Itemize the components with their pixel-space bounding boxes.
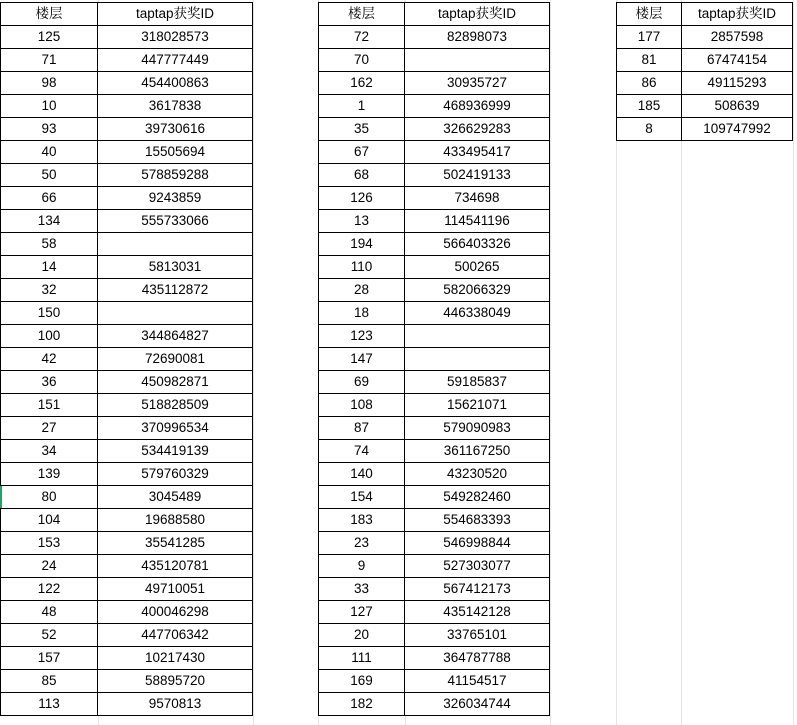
table-row — [1, 486, 253, 509]
id-cell[interactable]: 5813031 — [98, 256, 253, 279]
id-cell[interactable]: 2857598 — [682, 26, 793, 49]
sheet-table-1 — [0, 2, 253, 716]
id-cell[interactable]: 41154517 — [405, 670, 550, 693]
floor-cell[interactable]: 20 — [319, 624, 405, 647]
header-row — [1, 3, 253, 26]
floor-cell[interactable]: 42 — [1, 348, 98, 371]
id-cell[interactable]: 318028573 — [98, 26, 253, 49]
id-cell[interactable]: 82898073 — [405, 26, 550, 49]
floor-cell[interactable]: 1 — [319, 95, 405, 118]
header-cell-floor[interactable]: 楼层 — [1, 3, 98, 26]
floor-cell[interactable]: 81 — [617, 49, 682, 72]
id-cell[interactable]: 579090983 — [405, 417, 550, 440]
id-cell[interactable]: 468936999 — [405, 95, 550, 118]
id-cell[interactable]: 566403326 — [405, 233, 550, 256]
table-row — [1, 164, 253, 187]
floor-cell[interactable]: 110 — [319, 256, 405, 279]
floor-cell[interactable]: 134 — [1, 210, 98, 233]
id-cell[interactable]: 734698 — [405, 187, 550, 210]
table-row — [319, 647, 550, 670]
table-row — [319, 95, 550, 118]
floor-cell[interactable]: 111 — [319, 647, 405, 670]
table-row — [319, 26, 550, 49]
header-row — [319, 3, 550, 26]
table-row — [1, 26, 253, 49]
table-row — [1, 624, 253, 647]
id-cell[interactable]: 30935727 — [405, 72, 550, 95]
floor-cell[interactable]: 108 — [319, 394, 405, 417]
floor-cell[interactable]: 125 — [1, 26, 98, 49]
header-cell-floor[interactable]: 楼层 — [319, 3, 405, 26]
id-cell[interactable]: 9570813 — [98, 693, 253, 716]
floor-cell[interactable]: 69 — [319, 371, 405, 394]
floor-cell[interactable]: 157 — [1, 647, 98, 670]
id-cell[interactable]: 435112872 — [98, 279, 253, 302]
id-cell[interactable]: 3045489 — [98, 486, 253, 509]
id-cell[interactable]: 9243859 — [98, 187, 253, 210]
id-cell[interactable]: 579760329 — [98, 463, 253, 486]
table-row — [319, 49, 550, 72]
table-row — [319, 72, 550, 95]
header-cell-id[interactable]: taptap获奖ID — [405, 3, 550, 26]
table-row — [617, 49, 793, 72]
table-row — [1, 187, 253, 210]
id-cell[interactable] — [405, 348, 550, 371]
table-row — [319, 325, 550, 348]
table-row — [1, 647, 253, 670]
table-row — [1, 417, 253, 440]
id-cell[interactable]: 3617838 — [98, 95, 253, 118]
table-row — [319, 624, 550, 647]
id-cell[interactable]: 447777449 — [98, 49, 253, 72]
id-cell[interactable] — [98, 302, 253, 325]
table-row — [319, 256, 550, 279]
id-cell[interactable]: 49710051 — [98, 578, 253, 601]
table-row — [319, 693, 550, 716]
table-row — [1, 95, 253, 118]
table-row — [1, 325, 253, 348]
floor-cell[interactable]: 100 — [1, 325, 98, 348]
table-row — [1, 279, 253, 302]
id-cell[interactable]: 58895720 — [98, 670, 253, 693]
floor-cell[interactable]: 74 — [319, 440, 405, 463]
floor-cell[interactable]: 113 — [1, 693, 98, 716]
id-cell[interactable]: 546998844 — [405, 532, 550, 555]
floor-cell[interactable]: 151 — [1, 394, 98, 417]
table-row — [1, 693, 253, 716]
table-row — [1, 233, 253, 256]
floor-cell[interactable]: 150 — [1, 302, 98, 325]
table-row — [319, 555, 550, 578]
table-row — [319, 417, 550, 440]
table-row — [319, 440, 550, 463]
table-row — [319, 233, 550, 256]
table-row — [319, 279, 550, 302]
floor-cell[interactable]: 10 — [1, 95, 98, 118]
id-cell[interactable]: 43230520 — [405, 463, 550, 486]
floor-cell[interactable]: 98 — [1, 72, 98, 95]
floor-cell[interactable]: 18 — [319, 302, 405, 325]
id-cell[interactable]: 554683393 — [405, 509, 550, 532]
id-cell[interactable] — [405, 49, 550, 72]
table-row — [319, 118, 550, 141]
floor-cell[interactable]: 169 — [319, 670, 405, 693]
floor-cell[interactable]: 71 — [1, 49, 98, 72]
id-cell[interactable]: 582066329 — [405, 279, 550, 302]
table-row — [1, 141, 253, 164]
id-cell[interactable] — [405, 325, 550, 348]
sheet-table-3 — [616, 2, 793, 141]
floor-cell[interactable]: 147 — [319, 348, 405, 371]
id-cell[interactable]: 15621071 — [405, 394, 550, 417]
floor-cell[interactable]: 177 — [617, 26, 682, 49]
floor-cell[interactable]: 52 — [1, 624, 98, 647]
floor-cell[interactable]: 185 — [617, 95, 682, 118]
table-row — [319, 141, 550, 164]
floor-cell[interactable]: 48 — [1, 601, 98, 624]
floor-cell[interactable]: 126 — [319, 187, 405, 210]
table-row — [617, 118, 793, 141]
table-row — [319, 463, 550, 486]
floor-cell[interactable]: 14 — [1, 256, 98, 279]
floor-cell[interactable]: 24 — [1, 555, 98, 578]
floor-cell[interactable]: 68 — [319, 164, 405, 187]
floor-cell[interactable]: 40 — [1, 141, 98, 164]
table-row — [1, 509, 253, 532]
floor-cell[interactable]: 32 — [1, 279, 98, 302]
floor-cell[interactable]: 66 — [1, 187, 98, 210]
table-row — [319, 509, 550, 532]
id-cell[interactable]: 433495417 — [405, 141, 550, 164]
table-row — [1, 49, 253, 72]
floor-cell[interactable]: 127 — [319, 601, 405, 624]
id-cell[interactable]: 500265 — [405, 256, 550, 279]
table-row — [319, 394, 550, 417]
floor-cell[interactable]: 123 — [319, 325, 405, 348]
id-cell[interactable]: 72690081 — [98, 348, 253, 371]
id-cell[interactable]: 361167250 — [405, 440, 550, 463]
table-row — [1, 118, 253, 141]
floor-cell[interactable]: 9 — [319, 555, 405, 578]
table-row — [1, 72, 253, 95]
id-cell[interactable]: 446338049 — [405, 302, 550, 325]
floor-cell[interactable]: 85 — [1, 670, 98, 693]
id-cell[interactable]: 400046298 — [98, 601, 253, 624]
id-cell[interactable]: 435120781 — [98, 555, 253, 578]
id-cell[interactable]: 35541285 — [98, 532, 253, 555]
table-row — [1, 210, 253, 233]
id-cell[interactable]: 109747992 — [682, 118, 793, 141]
floor-cell[interactable]: 13 — [319, 210, 405, 233]
floor-cell[interactable]: 183 — [319, 509, 405, 532]
id-cell[interactable]: 435142128 — [405, 601, 550, 624]
table-row — [617, 72, 793, 95]
floor-cell[interactable]: 58 — [1, 233, 98, 256]
floor-cell[interactable]: 162 — [319, 72, 405, 95]
id-cell[interactable]: 508639 — [682, 95, 793, 118]
floor-cell[interactable]: 70 — [319, 49, 405, 72]
floor-cell[interactable]: 153 — [1, 532, 98, 555]
sheet-table-2 — [318, 2, 550, 716]
table-row — [617, 26, 793, 49]
floor-cell[interactable]: 33 — [319, 578, 405, 601]
row-selection-marker — [0, 486, 2, 508]
table-row — [319, 532, 550, 555]
table-row — [319, 486, 550, 509]
floor-cell[interactable]: 182 — [319, 693, 405, 716]
id-cell[interactable]: 326629283 — [405, 118, 550, 141]
table-row — [1, 302, 253, 325]
table-row — [319, 348, 550, 371]
table-row — [1, 670, 253, 693]
id-cell[interactable]: 567412173 — [405, 578, 550, 601]
id-cell[interactable]: 534419139 — [98, 440, 253, 463]
table-row — [319, 302, 550, 325]
table-row — [1, 348, 253, 371]
floor-cell[interactable]: 87 — [319, 417, 405, 440]
floor-cell[interactable]: 140 — [319, 463, 405, 486]
table-row — [1, 463, 253, 486]
id-cell[interactable]: 578859288 — [98, 164, 253, 187]
floor-cell[interactable]: 122 — [1, 578, 98, 601]
id-cell[interactable]: 549282460 — [405, 486, 550, 509]
floor-cell[interactable]: 34 — [1, 440, 98, 463]
id-cell[interactable] — [98, 233, 253, 256]
id-cell[interactable]: 364787788 — [405, 647, 550, 670]
table-row — [319, 210, 550, 233]
id-cell[interactable]: 15505694 — [98, 141, 253, 164]
id-cell[interactable]: 370996534 — [98, 417, 253, 440]
table-row — [1, 440, 253, 463]
floor-cell[interactable]: 104 — [1, 509, 98, 532]
id-cell[interactable]: 326034744 — [405, 693, 550, 716]
floor-cell[interactable]: 67 — [319, 141, 405, 164]
floor-cell[interactable]: 93 — [1, 118, 98, 141]
table-row — [1, 394, 253, 417]
id-cell[interactable]: 527303077 — [405, 555, 550, 578]
floor-cell[interactable]: 80 — [1, 486, 98, 509]
id-cell[interactable]: 555733066 — [98, 210, 253, 233]
id-cell[interactable]: 450982871 — [98, 371, 253, 394]
id-cell[interactable]: 39730616 — [98, 118, 253, 141]
floor-cell[interactable]: 36 — [1, 371, 98, 394]
table-row — [319, 578, 550, 601]
id-cell[interactable]: 10217430 — [98, 647, 253, 670]
id-cell[interactable]: 33765101 — [405, 624, 550, 647]
id-cell[interactable]: 19688580 — [98, 509, 253, 532]
id-cell[interactable]: 502419133 — [405, 164, 550, 187]
floor-cell[interactable]: 50 — [1, 164, 98, 187]
floor-cell[interactable]: 8 — [617, 118, 682, 141]
table-row — [1, 601, 253, 624]
floor-cell[interactable]: 154 — [319, 486, 405, 509]
id-cell[interactable]: 447706342 — [98, 624, 253, 647]
floor-cell[interactable]: 86 — [617, 72, 682, 95]
id-cell[interactable]: 454400863 — [98, 72, 253, 95]
floor-cell[interactable]: 35 — [319, 118, 405, 141]
table-row — [319, 187, 550, 210]
table-row — [1, 256, 253, 279]
table-row — [319, 371, 550, 394]
header-cell-id[interactable]: taptap获奖ID — [98, 3, 253, 26]
table-row — [1, 371, 253, 394]
table-row — [1, 532, 253, 555]
table-row — [1, 578, 253, 601]
floor-cell[interactable]: 72 — [319, 26, 405, 49]
header-row — [617, 3, 793, 26]
floor-cell[interactable]: 23 — [319, 532, 405, 555]
header-cell-id[interactable]: taptap获奖ID — [682, 3, 793, 26]
id-cell[interactable]: 114541196 — [405, 210, 550, 233]
table-row — [617, 95, 793, 118]
floor-cell[interactable]: 28 — [319, 279, 405, 302]
id-cell[interactable]: 59185837 — [405, 371, 550, 394]
floor-cell[interactable]: 194 — [319, 233, 405, 256]
table-row — [319, 601, 550, 624]
table-row — [1, 555, 253, 578]
table-row — [319, 164, 550, 187]
header-cell-floor[interactable]: 楼层 — [617, 3, 682, 26]
floor-cell[interactable]: 27 — [1, 417, 98, 440]
id-cell[interactable]: 518828509 — [98, 394, 253, 417]
id-cell[interactable]: 344864827 — [98, 325, 253, 348]
floor-cell[interactable]: 139 — [1, 463, 98, 486]
id-cell[interactable]: 49115293 — [682, 72, 793, 95]
id-cell[interactable]: 67474154 — [682, 49, 793, 72]
table-row — [319, 670, 550, 693]
